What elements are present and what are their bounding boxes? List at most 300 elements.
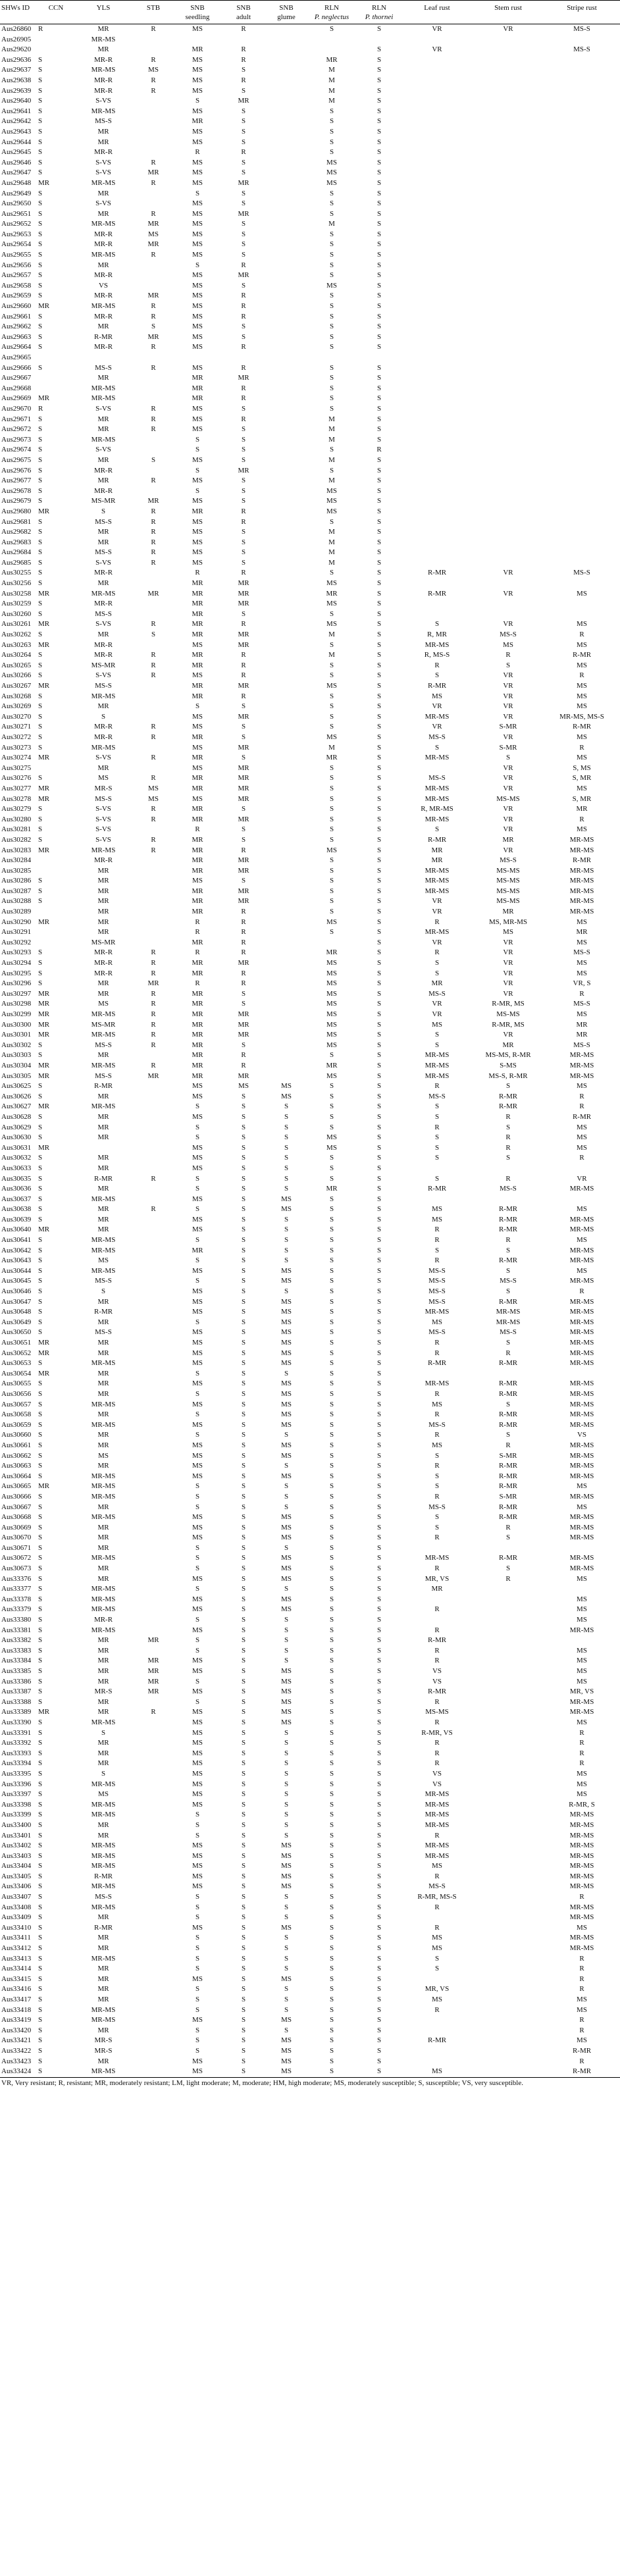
rating-cell: S [329,251,334,259]
rating-cell: S [241,1389,246,1398]
rating-cell: S [376,199,382,208]
rating-cell: R [151,846,156,854]
rating-cell: R-MR [427,589,447,598]
rating-cell [133,1338,174,1349]
rating-cell [544,332,620,343]
rating-cell: MR-R [93,651,113,659]
rating-cell: MR-MS [569,877,594,885]
rating-cell: R-MR [572,1112,592,1121]
rating-cell: S [38,261,43,269]
rating-cell: MR-MS [569,835,594,844]
rating-cell: S [284,1728,289,1737]
rating-cell [266,1020,307,1031]
rating-cell: R-MR [498,1297,518,1306]
rating-cell: S [376,661,382,669]
rating-cell: R [579,2026,584,2034]
rating-cell: MR [38,1010,50,1018]
rating-cell: MR [238,466,249,475]
rating-cell: MS-S [428,733,446,741]
rating-cell: MR [97,1410,109,1419]
rating-cell: MR [97,1503,109,1511]
rating-cell: MR-R [93,856,113,865]
rating-cell: S [376,138,382,146]
rating-cell: S [329,1677,334,1686]
rating-cell: S [38,538,43,546]
column-header-label: RLN [372,4,386,12]
rating-cell: S [329,1400,334,1408]
rating-cell [473,1933,544,1944]
rating-cell [473,1800,544,1811]
line-id-cell: Aus30283 [1,846,32,854]
table-row [0,1687,620,1697]
rating-cell [266,969,307,979]
rating-cell: MR [576,928,588,937]
rating-cell: R [434,1626,440,1634]
rating-cell: S [329,1800,334,1809]
line-id-cell: Aus30271 [1,723,32,731]
rating-cell [133,1728,174,1739]
rating-cell: MR-MS [569,1339,594,1347]
rating-cell: MR [97,1697,109,1706]
rating-cell [266,219,307,230]
rating-cell: S [329,805,334,813]
rating-cell: R [434,1339,440,1347]
rating-cell: S [329,671,334,680]
rating-cell [544,312,620,322]
rating-cell: R-MR [498,1359,518,1368]
rating-cell: S [376,1974,382,1983]
rating-cell: MS [192,1974,203,1983]
line-id-cell: Aus33391 [1,1728,32,1737]
rating-cell: S [284,1543,289,1552]
rating-cell: S [329,1174,334,1183]
rating-cell: S [376,1287,382,1296]
rating-cell: MR [38,620,50,629]
table-row [0,1379,620,1389]
rating-cell: S [376,835,382,844]
rating-cell: MR-MS [569,1410,594,1419]
rating-cell: R [241,651,246,659]
rating-cell: S [241,1441,246,1449]
rating-cell [544,384,620,394]
rating-cell [133,1287,174,1297]
rating-cell: M [328,528,335,536]
rating-cell: S [329,1790,334,1799]
rating-cell: MR-MS [569,1697,594,1706]
rating-cell [133,1974,174,1985]
rating-cell: S [38,1882,43,1891]
rating-cell: S-MR [499,1492,517,1501]
rating-cell: S [376,209,382,218]
rating-cell: R [151,1708,156,1716]
rating-cell: S [376,1082,382,1091]
rating-cell: S [241,1339,246,1347]
rating-cell: S-VS [95,446,111,454]
rating-cell: S [38,712,43,721]
table-row [0,425,620,435]
rating-cell [133,1358,174,1369]
rating-cell: MS [577,959,587,967]
rating-cell: MS [281,1974,292,1983]
rating-cell: S [284,1123,289,1131]
rating-cell: MR [97,1389,109,1398]
rating-cell: S-VS [95,158,111,167]
rating-cell [133,1861,174,1872]
rating-cell [544,178,620,189]
rating-cell: S [38,609,43,618]
line-id-cell: Aus29654 [1,240,32,249]
rating-cell: S [38,332,43,341]
line-id-cell: Aus33388 [1,1697,32,1706]
rating-cell: MS [281,1297,292,1306]
rating-cell [266,538,307,548]
rating-cell: S [376,887,382,895]
rating-cell [266,435,307,446]
rating-cell [266,178,307,189]
rating-cell: S [376,1185,382,1193]
rating-cell: S [38,292,43,300]
rating-cell: MR [192,682,203,690]
rating-cell: M [328,743,335,752]
rating-cell: MS-S [428,1092,446,1100]
rating-cell: MS [281,1872,292,1880]
rating-cell: S [329,363,334,372]
table-row [0,825,620,835]
line-id-cell: Aus30632 [1,1154,32,1162]
rating-cell: MR-MS [425,866,450,875]
rating-cell: MR-MS [91,1031,116,1039]
rating-cell: S [376,620,382,629]
line-id-cell: Aus29677 [1,477,32,485]
rating-cell: MR-MS, MS-S [559,712,604,721]
rating-cell: S [329,1851,334,1860]
rating-cell [133,1810,174,1820]
rating-cell: MS [192,1308,203,1316]
table-row [0,1512,620,1523]
rating-cell: S [241,486,246,495]
column-header [266,1,307,24]
rating-cell: R [151,1010,156,1018]
rating-cell: MR [97,25,109,33]
rating-cell: S [376,1585,382,1593]
rating-cell [266,866,307,877]
rating-cell: MR [97,1133,109,1142]
rating-cell: MR-MS [91,1266,116,1275]
line-id-cell: Aus29685 [1,558,32,567]
rating-cell: S [38,528,43,536]
rating-cell [133,373,174,384]
rating-cell [401,476,473,486]
rating-cell: S-VS [95,671,111,680]
rating-cell [266,896,307,907]
rating-cell: MS [577,1133,587,1142]
rating-cell: MS [192,127,203,136]
rating-cell: MR [97,1441,109,1449]
rating-cell: S [241,1923,246,1932]
rating-cell: S [241,1482,246,1491]
rating-cell: R [434,1646,440,1655]
rating-cell: MR-S [94,2046,113,2055]
rating-cell: S [329,661,334,669]
table-row [0,209,620,220]
rating-cell: S [38,1389,43,1398]
rating-cell: S [376,600,382,608]
rating-cell: MR [192,374,203,382]
rating-cell: M [328,538,335,546]
rating-cell [266,138,307,148]
rating-cell: S [241,1718,246,1726]
rating-cell: MS [281,1205,292,1214]
rating-cell: S [38,1595,43,1603]
rating-cell: VR [503,938,513,946]
rating-cell: S-VS [95,754,111,762]
rating-cell [401,138,473,148]
rating-cell: S [241,168,246,177]
rating-cell: S [329,1236,334,1245]
rating-cell: MS-S [428,1503,446,1511]
rating-cell: R [241,148,246,157]
rating-cell: S-VS [95,168,111,177]
rating-cell: S [329,1636,334,1645]
rating-cell [544,1369,620,1379]
rating-cell: S [284,1934,289,1942]
rating-cell: S [376,1246,382,1254]
line-id-cell: Aus29662 [1,322,32,331]
rating-cell: S [329,1872,334,1880]
rating-cell: MS-S [95,117,112,126]
rating-cell: MR [238,959,249,967]
rating-cell: R-MR [498,1462,518,1470]
rating-cell: VR [503,763,513,772]
rating-cell: S [241,1318,246,1326]
rating-cell: S [376,1903,382,1911]
rating-cell: MS [577,661,587,669]
rating-cell [473,2015,544,2026]
rating-cell: S [329,517,334,526]
rating-cell: MS [192,1800,203,1809]
rating-cell [133,1184,174,1195]
rating-cell: S [241,1420,246,1429]
rating-cell [401,261,473,271]
rating-cell: R-MR [93,332,113,341]
rating-cell [473,1697,544,1708]
rating-cell [401,507,473,517]
rating-cell: S [241,1780,246,1788]
rating-cell: R [241,312,246,321]
column-header [74,1,133,24]
rating-cell: MR [147,332,159,341]
rating-cell: MR-MS [91,1811,116,1819]
rating-cell [266,1030,307,1041]
rating-cell: S [329,815,334,823]
rating-cell: MR [38,1102,50,1111]
rating-cell: MR [97,989,109,998]
rating-cell: S [376,1985,382,1994]
rating-cell: MS [281,1420,292,1429]
rating-cell: MS [326,507,337,515]
rating-cell: S [376,794,382,803]
rating-cell: MR [38,989,50,998]
rating-cell: R, MS-S [424,651,450,659]
rating-cell: MS [192,25,203,33]
rating-cell: S [195,1697,200,1706]
rating-cell: MS [577,1667,587,1675]
rating-cell: S [241,2036,246,2045]
rating-cell: MS [432,1944,442,1953]
rating-cell: MR-MS [425,1820,450,1829]
rating-cell: MR [38,1225,50,1234]
rating-cell [401,1974,473,1985]
line-id-cell: Aus30269 [1,702,32,711]
table-row [0,445,620,455]
rating-cell: S [38,343,43,351]
rating-cell: S [241,1164,246,1172]
rating-cell: MS [432,1934,442,1942]
rating-cell: S [241,1000,246,1008]
rating-cell [473,55,544,66]
rating-cell: VR [503,969,513,977]
rating-cell [133,579,174,589]
rating-cell [266,753,307,763]
rating-cell: MR-MS [91,1800,116,1809]
rating-cell: S [376,466,382,475]
rating-cell: S [38,1277,43,1285]
rating-cell: S [329,712,334,721]
rating-cell: MR [326,1061,338,1069]
rating-cell [401,270,473,281]
rating-cell: S [38,1246,43,1254]
rating-cell: R-MR, MS [492,1000,525,1008]
rating-cell: R [151,661,156,669]
table-row [0,24,620,35]
rating-cell: R-MR, VS [421,1728,453,1737]
rating-cell: S [376,1164,382,1172]
rating-cell: MS-MS, R-MR [485,1051,531,1060]
line-id-cell: Aus30626 [1,1092,32,1100]
rating-cell: MR [97,877,109,885]
rating-cell [544,240,620,250]
rating-cell [133,1164,174,1174]
rating-cell: MS [192,425,203,434]
rating-cell: S [376,569,382,577]
table-row [0,1543,620,1554]
rating-cell [401,55,473,66]
rating-cell [401,394,473,404]
rating-cell [133,35,174,45]
rating-cell: S [329,2036,334,2045]
rating-cell: MR [97,1123,109,1131]
rating-cell: S [241,1974,246,1983]
rating-cell: S [376,384,382,392]
rating-cell: S [329,384,334,392]
column-header [0,1,38,24]
table-row [0,815,620,825]
rating-cell: MS [192,1739,203,1747]
rating-cell: S [376,1739,382,1747]
column-header-label: SHWs ID [1,4,30,12]
rating-cell [266,363,307,374]
rating-cell [544,466,620,477]
rating-cell: S [195,2046,200,2055]
rating-cell: R [434,1123,440,1131]
rating-cell: S [284,1944,289,1953]
table-row [0,1564,620,1574]
rating-cell: S [376,897,382,906]
rating-cell: MR-MS [569,1420,594,1429]
rating-cell [133,1379,174,1389]
rating-cell: MS [192,178,203,187]
rating-cell: MS [432,1862,442,1870]
rating-cell: S [376,1492,382,1501]
rating-cell: S [376,1031,382,1039]
line-id-cell: Aus33379 [1,1605,32,1614]
rating-cell: MR-R [93,312,113,321]
table-row [0,1338,620,1349]
rating-cell: S [284,1174,289,1183]
rating-cell [133,1841,174,1851]
rating-cell [401,1543,473,1554]
rating-cell: MR [576,805,588,813]
rating-cell: S [241,1349,246,1357]
rating-cell: S [38,2067,74,2077]
rating-cell [473,1769,544,1780]
line-id-cell: Aus30282 [1,835,32,844]
rating-cell [544,189,620,199]
line-id-cell: Aus33394 [1,1759,32,1768]
rating-cell: S [284,2005,289,2014]
rating-cell: R [151,86,156,95]
rating-cell: S [376,723,382,731]
line-id-cell: Aus30653 [1,1359,32,1368]
rating-cell: MS [281,1266,292,1275]
rating-cell [38,384,74,394]
rating-cell: S [38,97,43,105]
rating-cell: MR [192,117,203,126]
line-id-cell: Aus33406 [1,1882,32,1891]
line-id-cell: Aus26860 [1,25,32,33]
rating-cell: R [434,1492,440,1501]
table-row [0,178,620,189]
rating-cell: MS [281,1718,292,1726]
rating-cell: S [38,1359,43,1368]
rating-cell [473,1728,544,1739]
rating-cell: S [376,1123,382,1131]
rating-cell [266,804,307,815]
rating-cell [544,353,620,363]
rating-cell: MS-S [428,774,446,783]
rating-cell: MS [281,1513,292,1522]
rating-cell: S [284,1831,289,1840]
rating-cell: R [151,558,156,567]
rating-cell: MS [432,1215,442,1224]
rating-cell [401,301,473,312]
rating-cell: MR [192,887,203,895]
rating-cell: MR [502,908,514,916]
rating-cell: S [38,1492,43,1501]
rating-cell: MS [326,989,337,998]
rating-cell: S [329,887,334,895]
rating-cell: S [38,2036,43,2045]
line-id-cell: Aus33400 [1,1820,32,1829]
rating-cell: S [329,1667,334,1675]
table-row [0,650,620,661]
line-id-cell: Aus29684 [1,548,32,557]
rating-cell: S [434,959,440,967]
rating-cell: S [38,1328,43,1337]
rating-cell: S [284,1256,289,1265]
rating-cell: MS [326,1000,337,1008]
rating-cell: MR-MS [91,1903,116,1911]
